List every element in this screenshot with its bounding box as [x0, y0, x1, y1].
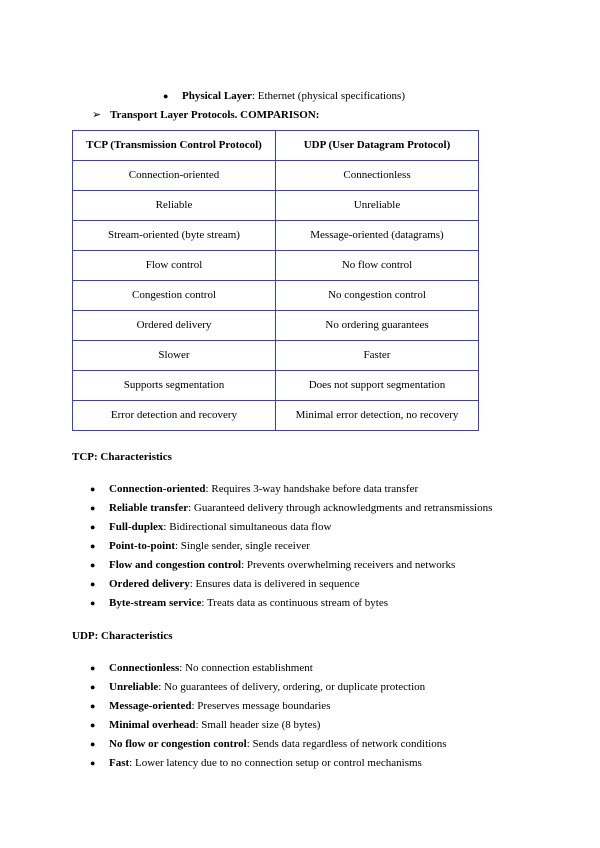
- list-item-term: Connectionless: [109, 662, 180, 674]
- bullet-icon: ●: [90, 503, 96, 513]
- list-item: [109, 521, 331, 534]
- cell-tcp: Supports segmentation: [73, 371, 276, 401]
- list-item-term: Full-duplex: [109, 521, 164, 533]
- list-item: [109, 700, 330, 713]
- list-item: [109, 578, 360, 591]
- list-item-desc: : Prevents overwhelming receivers and networks: [241, 559, 456, 571]
- bullet-icon: ●: [90, 758, 96, 768]
- bullet-icon: ●: [90, 663, 96, 673]
- list-item-term: Message-oriented: [109, 700, 192, 712]
- cell-tcp: Connection-oriented: [73, 161, 276, 191]
- arrow-bullet-icon: ➢: [92, 109, 102, 121]
- list-item-desc: : Requires 3-way handshake before data transfer: [205, 483, 419, 495]
- list-item-term: Reliable transfer: [109, 502, 189, 514]
- list-item-desc: : Treats data as continuous stream of bytes: [201, 597, 389, 609]
- table-row: [73, 221, 479, 251]
- bullet-icon: ●: [90, 682, 96, 692]
- cell-udp: Connectionless: [276, 161, 479, 191]
- list-item: [109, 559, 455, 572]
- cell-udp: Minimal error detection, no recovery: [276, 401, 479, 431]
- physical-layer-term: Physical Layer: [182, 90, 252, 102]
- list-item-term: Flow and congestion control: [109, 559, 242, 571]
- table-row: [73, 191, 479, 221]
- table-row: [73, 371, 479, 401]
- list-item-desc: : No guarantees of delivery, ordering, or duplicate protection: [158, 681, 426, 693]
- cell-tcp: Ordered delivery: [73, 311, 276, 341]
- list-item-term: Byte-stream service: [109, 597, 202, 609]
- bullet-icon: ●: [90, 598, 96, 608]
- list-item-desc: : Preserves message boundaries: [191, 700, 331, 712]
- list-item-term: Minimal overhead: [109, 719, 196, 731]
- cell-udp: Message-oriented (datagrams): [276, 221, 479, 251]
- tcp-heading: TCP: Characteristics: [72, 451, 172, 463]
- cell-udp: No congestion control: [276, 281, 479, 311]
- list-item: [109, 502, 492, 515]
- table-row: [73, 281, 479, 311]
- list-item-term: Fast: [109, 757, 130, 769]
- list-item-desc: : Bidirectional simultaneous data flow: [163, 521, 332, 533]
- list-item-desc: : Ensures data is delivered in sequence: [189, 578, 360, 590]
- list-item-desc: : No connection establishment: [179, 662, 313, 674]
- bullet-icon: ●: [90, 701, 96, 711]
- list-item-term: Connection-oriented: [109, 483, 206, 495]
- cell-tcp: Congestion control: [73, 281, 276, 311]
- bullet-icon: ●: [90, 720, 96, 730]
- list-item: [109, 662, 313, 675]
- bullet-icon: ●: [90, 560, 96, 570]
- bullet-icon: ●: [90, 739, 96, 749]
- bullet-icon: ●: [90, 484, 96, 494]
- cell-tcp: Reliable: [73, 191, 276, 221]
- cell-udp: No flow control: [276, 251, 479, 281]
- cell-udp: No ordering guarantees: [276, 311, 479, 341]
- bullet-icon: ●: [90, 522, 96, 532]
- table-header-row: [73, 131, 479, 161]
- physical-layer-line: [182, 90, 405, 103]
- list-item: [109, 681, 425, 694]
- list-item-term: Unreliable: [109, 681, 159, 693]
- list-item: [109, 757, 422, 770]
- list-item: [109, 719, 320, 732]
- list-item-desc: : Lower latency due to no connection setup or control mechanisms: [129, 757, 422, 769]
- list-item-desc: : Single sender, single receiver: [175, 540, 310, 552]
- header-tcp: TCP (Transmission Control Protocol): [73, 131, 276, 161]
- list-item-desc: : Guaranteed delivery through acknowledgments and retransmissions: [188, 502, 493, 514]
- cell-udp: Does not support segmentation: [276, 371, 479, 401]
- table-row: [73, 161, 479, 191]
- cell-tcp: Flow control: [73, 251, 276, 281]
- header-udp: UDP (User Datagram Protocol): [276, 131, 479, 161]
- bullet-icon: ●: [90, 579, 96, 589]
- cell-tcp: Error detection and recovery: [73, 401, 276, 431]
- list-item-desc: : Small header size (8 bytes): [195, 719, 321, 731]
- table-row: [73, 401, 479, 431]
- list-item-term: Point-to-point: [109, 540, 175, 552]
- table-row: [73, 311, 479, 341]
- cell-udp: Unreliable: [276, 191, 479, 221]
- bullet-icon: ●: [163, 91, 169, 101]
- comparison-table: [72, 130, 479, 431]
- table-row: [73, 341, 479, 371]
- list-item: [109, 540, 310, 553]
- udp-heading: UDP: Characteristics: [72, 630, 173, 642]
- cell-tcp: Slower: [73, 341, 276, 371]
- bullet-icon: ●: [90, 541, 96, 551]
- transport-heading: Transport Layer Protocols. COMPARISON:: [110, 109, 320, 121]
- list-item-term: Ordered delivery: [109, 578, 190, 590]
- list-item: [109, 738, 447, 751]
- cell-tcp: Stream-oriented (byte stream): [73, 221, 276, 251]
- list-item-term: No flow or congestion control: [109, 738, 247, 750]
- physical-layer-desc: : Ethernet (physical specifications): [251, 90, 405, 102]
- list-item-desc: : Sends data regardless of network conditions: [246, 738, 447, 750]
- table-row: [73, 251, 479, 281]
- list-item: [109, 597, 388, 610]
- cell-udp: Faster: [276, 341, 479, 371]
- list-item: [109, 483, 418, 496]
